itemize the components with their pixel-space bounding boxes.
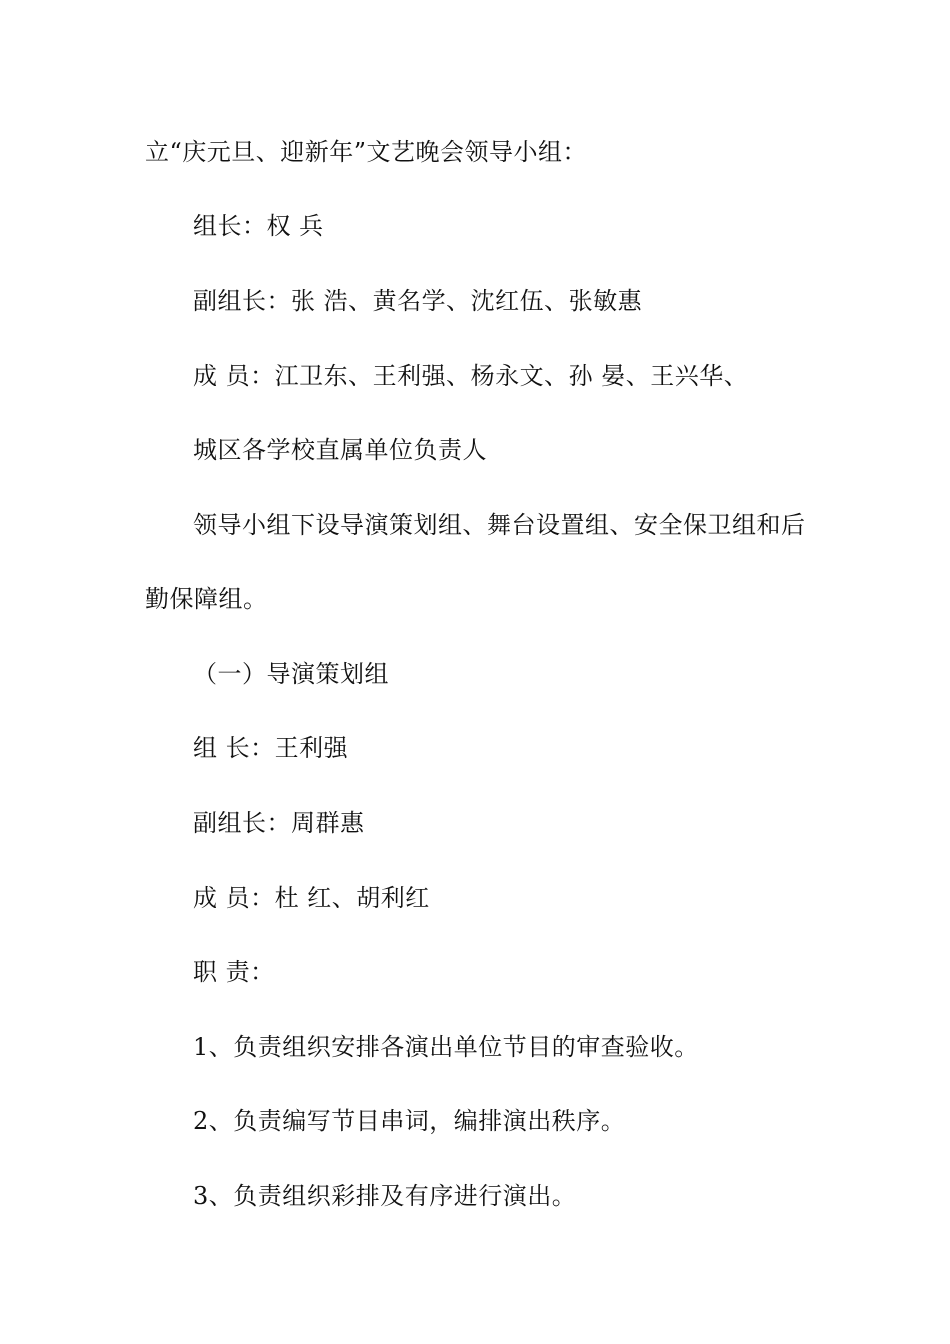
group-leader-line: 组长：权 兵 [193,212,324,240]
subgroups-paragraph: 领导小组下设导演策划组、舞台设置组、安全保卫组和后 [193,511,806,539]
duty-item-3: 3、负责组织彩排及有序进行演出。 [193,1182,577,1210]
deputy-leader-line: 副组长：张 浩、黄名学、沈红伍、张敏惠 [193,287,643,315]
section-heading-directing-group: （一）导演策划组 [193,660,389,688]
duty-item-2: 2、负责编写节目串词，编排演出秩序。 [193,1107,626,1135]
duties-label: 职 责： [193,958,275,986]
directing-group-members-line: 成 员：杜 红、胡利红 [193,884,430,912]
duty-item-1: 1、负责组织安排各演出单位节目的审查验收。 [193,1033,699,1061]
directing-group-leader-line: 组 长：王利强 [193,734,349,762]
members-line-continued: 城区各学校直属单位负责人 [193,436,487,464]
members-line: 成 员：江卫东、王利强、杨永文、孙 晏、王兴华、 [193,362,749,390]
directing-group-deputy-line: 副组长：周群惠 [193,809,365,837]
subgroups-paragraph-continued: 勤保障组。 [145,585,268,613]
leadership-group-heading: 立“庆元旦、迎新年”文艺晚会领导小组： [145,138,588,166]
